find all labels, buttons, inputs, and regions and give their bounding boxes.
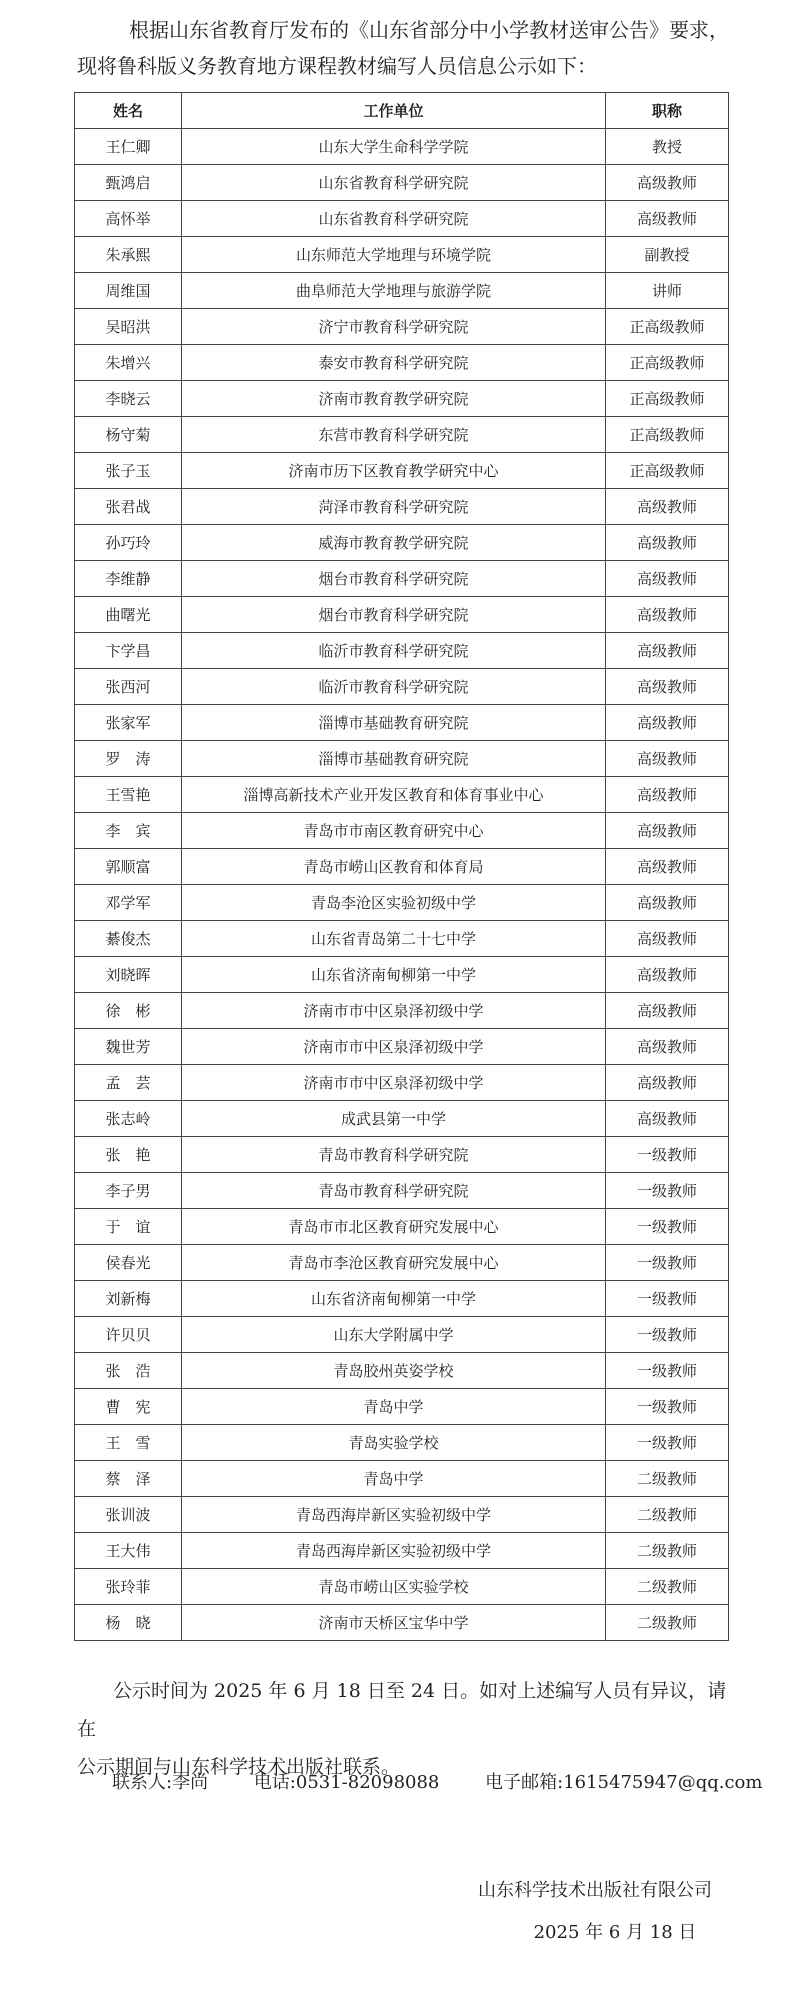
cell-unit: 山东大学附属中学	[182, 1317, 606, 1353]
cell-title: 讲师	[606, 273, 729, 309]
table-row	[75, 705, 729, 741]
cell-name: 张玲菲	[75, 1569, 182, 1605]
cell-title: 正高级教师	[606, 345, 729, 381]
contact-phone: 电话:0531-82098088	[253, 1772, 440, 1793]
contact-email: 电子邮箱:1615475947@qq.com	[485, 1772, 763, 1793]
cell-title: 高级教师	[606, 165, 729, 201]
intro-paragraph	[77, 12, 737, 84]
cell-name: 刘晓晖	[75, 957, 182, 993]
cell-unit: 济宁市教育科学研究院	[182, 309, 606, 345]
signature-org: 山东科学技术出版社有限公司	[478, 1880, 712, 1901]
table-row	[75, 165, 729, 201]
cell-title: 高级教师	[606, 921, 729, 957]
cell-title: 正高级教师	[606, 417, 729, 453]
cell-title: 高级教师	[606, 1029, 729, 1065]
cell-name: 张西河	[75, 669, 182, 705]
cell-title: 一级教师	[606, 1317, 729, 1353]
table-row	[75, 309, 729, 345]
table-row	[75, 921, 729, 957]
table-header-row	[75, 93, 729, 129]
table-row	[75, 957, 729, 993]
cell-unit: 烟台市教育科学研究院	[182, 561, 606, 597]
cell-unit: 青岛西海岸新区实验初级中学	[182, 1497, 606, 1533]
cell-unit: 青岛李沧区实验初级中学	[182, 885, 606, 921]
cell-name: 王 雪	[75, 1425, 182, 1461]
table-row	[75, 1605, 729, 1641]
table-row	[75, 129, 729, 165]
table-row	[75, 273, 729, 309]
header-title: 职称	[606, 93, 729, 129]
cell-title: 一级教师	[606, 1353, 729, 1389]
cell-title: 高级教师	[606, 201, 729, 237]
cell-name: 王大伟	[75, 1533, 182, 1569]
cell-name: 孟 芸	[75, 1065, 182, 1101]
cell-unit: 青岛西海岸新区实验初级中学	[182, 1533, 606, 1569]
table-row	[75, 1137, 729, 1173]
cell-name: 孙巧玲	[75, 525, 182, 561]
cell-name: 卞学昌	[75, 633, 182, 669]
cell-unit: 济南市市中区泉泽初级中学	[182, 993, 606, 1029]
cell-name: 张训波	[75, 1497, 182, 1533]
cell-unit: 青岛市崂山区教育和体育局	[182, 849, 606, 885]
cell-unit: 山东省济南甸柳第一中学	[182, 1281, 606, 1317]
intro-line-2: 现将鲁科版义务教育地方课程教材编写人员信息公示如下：	[77, 54, 597, 78]
table-row	[75, 813, 729, 849]
table-row	[75, 1569, 729, 1605]
table-row	[75, 345, 729, 381]
cell-name: 李晓云	[75, 381, 182, 417]
table-row	[75, 201, 729, 237]
table-row	[75, 561, 729, 597]
cell-title: 一级教师	[606, 1137, 729, 1173]
cell-name: 徐 彬	[75, 993, 182, 1029]
cell-name: 邓学军	[75, 885, 182, 921]
cell-title: 高级教师	[606, 1101, 729, 1137]
cell-title: 高级教师	[606, 1065, 729, 1101]
cell-unit: 威海市教育教学研究院	[182, 525, 606, 561]
table-row	[75, 1065, 729, 1101]
cell-title: 正高级教师	[606, 453, 729, 489]
cell-title: 正高级教师	[606, 309, 729, 345]
signature-date: 2025 年 6 月 18 日	[533, 1922, 697, 1943]
cell-unit: 山东师范大学地理与环境学院	[182, 237, 606, 273]
cell-unit: 成武县第一中学	[182, 1101, 606, 1137]
cell-title: 一级教师	[606, 1173, 729, 1209]
cell-title: 高级教师	[606, 705, 729, 741]
cell-name: 张 艳	[75, 1137, 182, 1173]
cell-title: 高级教师	[606, 885, 729, 921]
table-row	[75, 1497, 729, 1533]
cell-unit: 济南市教育教学研究院	[182, 381, 606, 417]
cell-name: 张君战	[75, 489, 182, 525]
cell-unit: 淄博市基础教育研究院	[182, 705, 606, 741]
cell-name: 蔡 泽	[75, 1461, 182, 1497]
cell-title: 一级教师	[606, 1389, 729, 1425]
intro-line-1: 根据山东省教育厅发布的《山东省部分中小学教材送审公告》要求，	[129, 18, 729, 42]
cell-title: 高级教师	[606, 525, 729, 561]
cell-title: 一级教师	[606, 1425, 729, 1461]
cell-unit: 青岛市教育科学研究院	[182, 1173, 606, 1209]
cell-name: 于 谊	[75, 1209, 182, 1245]
contact-person: 联系人:李尚	[112, 1772, 209, 1793]
header-unit: 工作单位	[182, 93, 606, 129]
cell-name: 杨 晓	[75, 1605, 182, 1641]
table-row	[75, 1353, 729, 1389]
cell-title: 教授	[606, 129, 729, 165]
cell-name: 朱增兴	[75, 345, 182, 381]
table-row	[75, 633, 729, 669]
cell-name: 曹 宪	[75, 1389, 182, 1425]
cell-name: 魏世芳	[75, 1029, 182, 1065]
cell-title: 高级教师	[606, 597, 729, 633]
table-row	[75, 1029, 729, 1065]
cell-name: 张志岭	[75, 1101, 182, 1137]
cell-unit: 青岛市崂山区实验学校	[182, 1569, 606, 1605]
cell-title: 高级教师	[606, 993, 729, 1029]
cell-unit: 青岛市教育科学研究院	[182, 1137, 606, 1173]
cell-title: 二级教师	[606, 1497, 729, 1533]
cell-name: 侯春光	[75, 1245, 182, 1281]
cell-unit: 济南市历下区教育教学研究中心	[182, 453, 606, 489]
cell-name: 杨守菊	[75, 417, 182, 453]
cell-name: 王雪艳	[75, 777, 182, 813]
cell-title: 高级教师	[606, 633, 729, 669]
table-row	[75, 597, 729, 633]
table-row	[75, 381, 729, 417]
cell-name: 李维静	[75, 561, 182, 597]
cell-name: 刘新梅	[75, 1281, 182, 1317]
table-row	[75, 237, 729, 273]
cell-unit: 济南市市中区泉泽初级中学	[182, 1065, 606, 1101]
table-row	[75, 741, 729, 777]
cell-unit: 青岛中学	[182, 1461, 606, 1497]
cell-name: 朱承熙	[75, 237, 182, 273]
cell-title: 高级教师	[606, 489, 729, 525]
notice-line-2: 公示期间与山东科学技术出版社联系。	[77, 1756, 401, 1778]
cell-name: 甄鸿启	[75, 165, 182, 201]
header-name: 姓名	[75, 93, 182, 129]
cell-title: 一级教师	[606, 1281, 729, 1317]
cell-title: 二级教师	[606, 1533, 729, 1569]
table-row	[75, 849, 729, 885]
table-row	[75, 525, 729, 561]
cell-unit: 山东大学生命科学学院	[182, 129, 606, 165]
cell-unit: 泰安市教育科学研究院	[182, 345, 606, 381]
table-row	[75, 993, 729, 1029]
cell-unit: 曲阜师范大学地理与旅游学院	[182, 273, 606, 309]
cell-title: 一级教师	[606, 1245, 729, 1281]
table-row	[75, 1173, 729, 1209]
cell-unit: 青岛市市南区教育研究中心	[182, 813, 606, 849]
cell-unit: 青岛胶州英姿学校	[182, 1353, 606, 1389]
cell-unit: 山东省济南甸柳第一中学	[182, 957, 606, 993]
cell-unit: 菏泽市教育科学研究院	[182, 489, 606, 525]
contact-line	[112, 1768, 800, 1794]
cell-title: 二级教师	[606, 1605, 729, 1641]
cell-unit: 淄博市基础教育研究院	[182, 741, 606, 777]
cell-title: 副教授	[606, 237, 729, 273]
table-body	[75, 129, 729, 1641]
cell-name: 吴昭洪	[75, 309, 182, 345]
cell-unit: 青岛市李沧区教育研究发展中心	[182, 1245, 606, 1281]
cell-name: 周维国	[75, 273, 182, 309]
table-row	[75, 1533, 729, 1569]
cell-unit: 济南市天桥区宝华中学	[182, 1605, 606, 1641]
cell-title: 高级教师	[606, 741, 729, 777]
signature-block	[478, 1870, 712, 1954]
cell-unit: 山东省青岛第二十七中学	[182, 921, 606, 957]
cell-name: 李子男	[75, 1173, 182, 1209]
notice-line-1: 公示时间为 2025 年 6 月 18 日至 24 日。如对上述编写人员有异议，请在	[77, 1680, 727, 1740]
cell-unit: 烟台市教育科学研究院	[182, 597, 606, 633]
cell-unit: 青岛实验学校	[182, 1425, 606, 1461]
table-row	[75, 453, 729, 489]
table-row	[75, 1209, 729, 1245]
cell-title: 二级教师	[606, 1461, 729, 1497]
cell-name: 高怀举	[75, 201, 182, 237]
cell-unit: 东营市教育科学研究院	[182, 417, 606, 453]
table-row	[75, 1101, 729, 1137]
cell-name: 綦俊杰	[75, 921, 182, 957]
cell-name: 张子玉	[75, 453, 182, 489]
cell-title: 一级教师	[606, 1209, 729, 1245]
cell-name: 郭顺富	[75, 849, 182, 885]
cell-unit: 青岛市市北区教育研究发展中心	[182, 1209, 606, 1245]
cell-title: 高级教师	[606, 561, 729, 597]
cell-name: 王仁卿	[75, 129, 182, 165]
table-row	[75, 489, 729, 525]
cell-unit: 山东省教育科学研究院	[182, 201, 606, 237]
cell-unit: 临沂市教育科学研究院	[182, 669, 606, 705]
table-row	[75, 1425, 729, 1461]
cell-name: 李 宾	[75, 813, 182, 849]
cell-title: 正高级教师	[606, 381, 729, 417]
table-row	[75, 1245, 729, 1281]
cell-title: 高级教师	[606, 849, 729, 885]
table-row	[75, 885, 729, 921]
cell-unit: 济南市市中区泉泽初级中学	[182, 1029, 606, 1065]
cell-name: 张 浩	[75, 1353, 182, 1389]
cell-title: 高级教师	[606, 813, 729, 849]
cell-name: 许贝贝	[75, 1317, 182, 1353]
cell-name: 曲曙光	[75, 597, 182, 633]
table-row	[75, 1281, 729, 1317]
staff-table	[74, 92, 729, 1641]
cell-title: 高级教师	[606, 777, 729, 813]
cell-name: 张家军	[75, 705, 182, 741]
cell-unit: 山东省教育科学研究院	[182, 165, 606, 201]
table-row	[75, 417, 729, 453]
table-row	[75, 777, 729, 813]
table-row	[75, 1461, 729, 1497]
cell-unit: 临沂市教育科学研究院	[182, 633, 606, 669]
table-row	[75, 669, 729, 705]
table-row	[75, 1317, 729, 1353]
cell-title: 高级教师	[606, 669, 729, 705]
cell-name: 罗 涛	[75, 741, 182, 777]
cell-title: 高级教师	[606, 957, 729, 993]
table-row	[75, 1389, 729, 1425]
cell-title: 二级教师	[606, 1569, 729, 1605]
cell-unit: 青岛中学	[182, 1389, 606, 1425]
cell-unit: 淄博高新技术产业开发区教育和体育事业中心	[182, 777, 606, 813]
